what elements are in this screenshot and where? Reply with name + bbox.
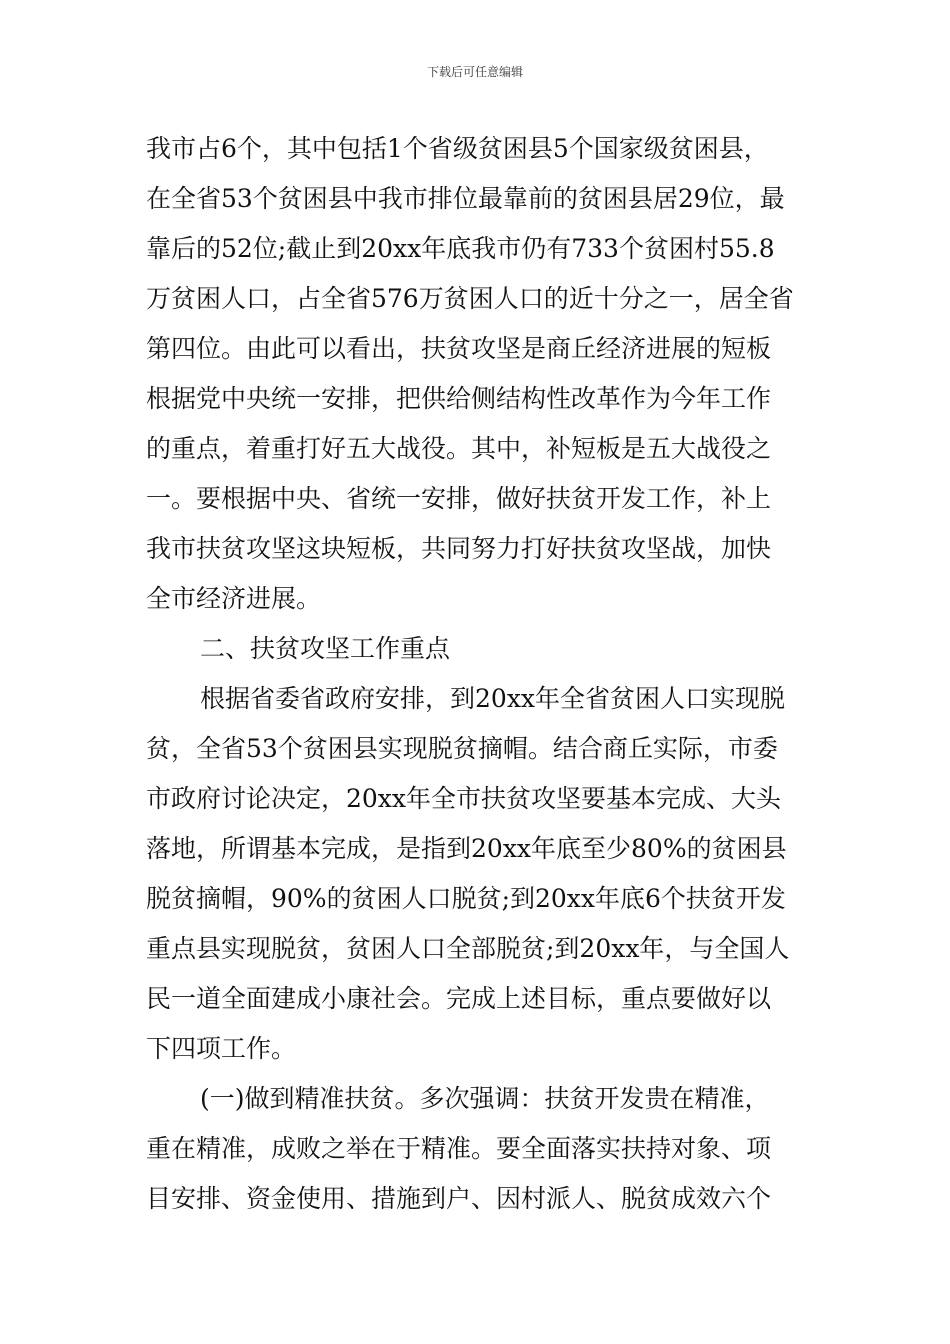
text-line: 脱贫摘帽，90%的贫困人口脱贫;到20xx年底6个扶贫开发 bbox=[146, 884, 786, 913]
text-line: 目安排、资金使用、措施到户、因村派人、脱贫成效六个 bbox=[146, 1184, 772, 1213]
text-line: 根据省委省政府安排，到20xx年全省贫困人口实现脱 bbox=[200, 684, 786, 713]
page-header: 下载后可任意编辑 bbox=[426, 65, 523, 79]
text-line: 市政府讨论决定，20xx年全市扶贫攻坚要基本完成、大头 bbox=[146, 784, 782, 813]
text-line: 下四项工作。 bbox=[146, 1034, 297, 1063]
text-line: 我市占6个，其中包括1个省级贫困县5个国家级贫困县， bbox=[146, 134, 769, 163]
text-line: (一)做到精准扶贫。多次强调：扶贫开发贵在精准， bbox=[200, 1084, 770, 1113]
text-line: 落地，所谓基本完成，是指到20xx年底至少80%的贫困县 bbox=[146, 834, 787, 863]
text-line: 民一道全面建成小康社会。完成上述目标，重点要做好以 bbox=[146, 984, 772, 1013]
text-line: 我市扶贫攻坚这块短板，共同努力打好扶贫攻坚战，加快 bbox=[146, 534, 772, 563]
text-line: 靠后的52位;截止到20xx年底我市仍有733个贫困村55.8 bbox=[146, 234, 775, 263]
text-line: 根据党中央统一安排，把供给侧结构性改革作为今年工作 bbox=[146, 384, 772, 413]
text-line: 在全省53个贫困县中我市排位最靠前的贫困县居29位，最 bbox=[146, 184, 785, 213]
text-line: 一。要根据中央、省统一安排，做好扶贫开发工作，补上 bbox=[146, 484, 772, 513]
text-line: 重在精准，成败之举在于精准。要全面落实扶持对象、项 bbox=[146, 1134, 772, 1163]
text-line: 第四位。由此可以看出，扶贫攻坚是商丘经济进展的短板 bbox=[146, 334, 772, 363]
text-line: 的重点，着重打好五大战役。其中，补短板是五大战役之 bbox=[146, 434, 772, 463]
text-line: 重点县实现脱贫，贫困人口全部脱贫;到20xx年，与全国人 bbox=[146, 934, 790, 963]
text-line: 贫，全省53个贫困县实现脱贫摘帽。结合商丘实际，市委 bbox=[146, 734, 778, 763]
text-line: 二、扶贫攻坚工作重点 bbox=[200, 634, 451, 663]
document-body bbox=[146, 124, 808, 1224]
text-line: 全市经济进展。 bbox=[146, 584, 322, 613]
text-line: 万贫困人口，占全省576万贫困人口的近十分之一，居全省 bbox=[146, 284, 794, 313]
